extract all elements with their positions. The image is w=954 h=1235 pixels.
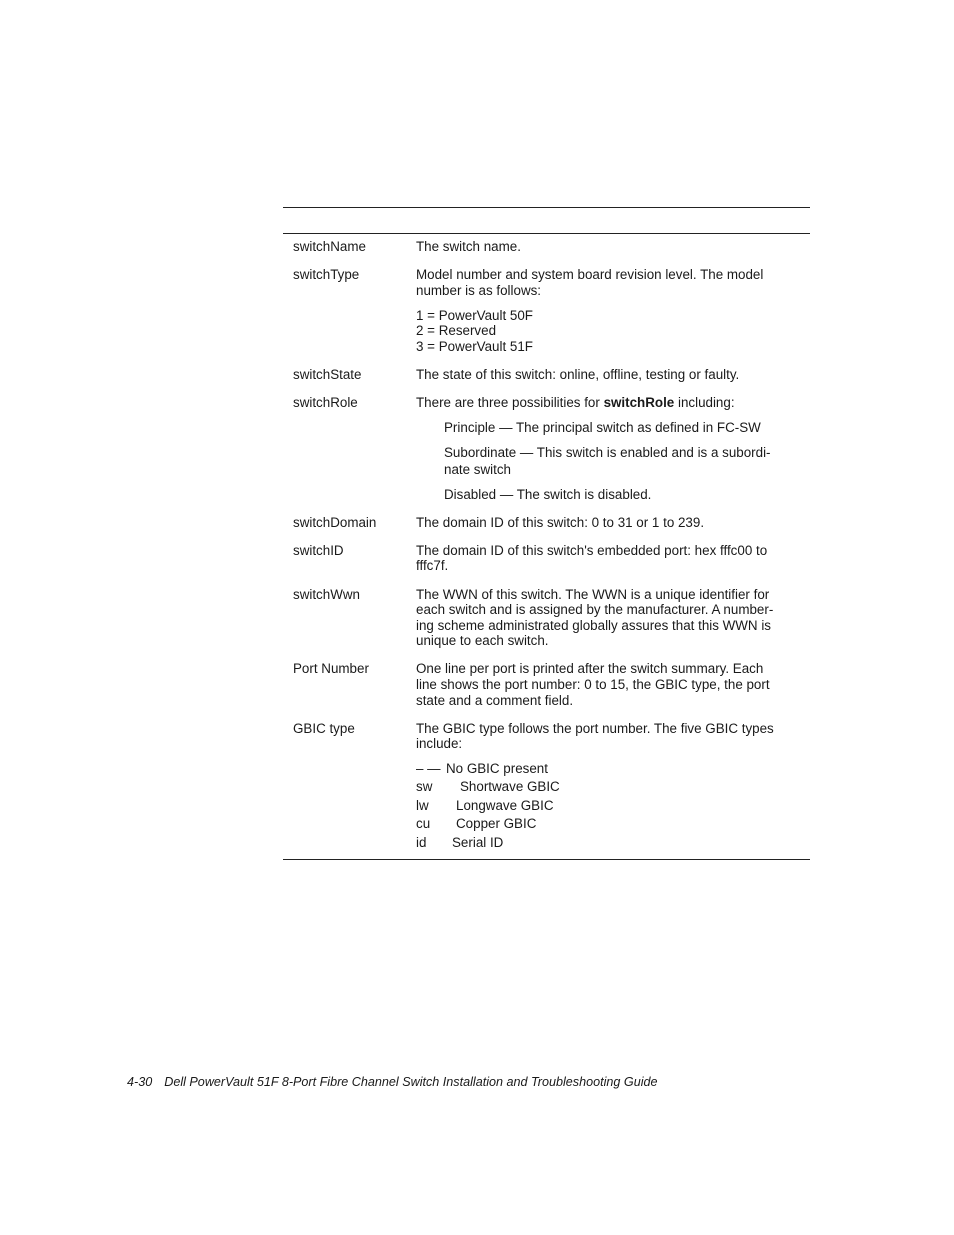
term-port-number: Port Number: [293, 661, 369, 676]
switchtype-option: 2 = Reserved: [416, 323, 497, 338]
page-number: 4-30: [127, 1075, 153, 1089]
footer-title: Dell PowerVault 51F 8-Port Fibre Channel Switch Installation and Troubleshooting Guide: [164, 1075, 658, 1089]
desc-switchrole-post: including:: [674, 395, 735, 410]
desc-switchwwn-line1: The WWN of this switch. The WWN is a unique identifier for: [416, 587, 770, 602]
desc-switchwwn-line3: ing scheme administrated globally assures that this WWN is: [416, 618, 771, 633]
gbic-code: – —: [416, 761, 441, 776]
gbic-desc: Shortwave GBIC: [460, 779, 560, 794]
desc-port-number-line1: One line per port is printed after the switch summary. Each: [416, 661, 764, 676]
gbic-desc: No GBIC present: [446, 761, 548, 776]
gbic-code: sw: [416, 779, 433, 794]
desc-switchrole-pre: There are three possibilities for: [416, 395, 604, 410]
gbic-desc: Copper GBIC: [456, 816, 537, 831]
desc-port-number-line2: line shows the port number: 0 to 15, the GBIC type, the port: [416, 677, 770, 692]
desc-switchstate: The state of this switch: online, offline, testing or faulty.: [416, 367, 740, 382]
term-switchwwn: switchWwn: [293, 587, 360, 602]
desc-switchrole-bold: switchRole: [603, 395, 675, 410]
term-switchid: switchID: [293, 543, 344, 558]
desc-switchtype-line1: Model number and system board revision level. The model: [416, 267, 764, 282]
term-switchdomain: switchDomain: [293, 515, 377, 530]
desc-switchdomain: The domain ID of this switch: 0 to 31 or 1 to 239.: [416, 515, 705, 530]
desc-gbic-type-line1: The GBIC type follows the port number. The five GBIC types: [416, 721, 774, 736]
desc-port-number-line3: state and a comment field.: [416, 693, 574, 708]
desc-switchwwn-line2: each switch and is assigned by the manufacturer. A number-: [416, 602, 774, 617]
gbic-code: id: [416, 835, 427, 850]
gbic-desc: Longwave GBIC: [456, 798, 554, 813]
switchrole-disabled: Disabled — The switch is disabled.: [444, 487, 652, 502]
term-gbic-type: GBIC type: [293, 721, 355, 736]
desc-switchid-line1: The domain ID of this switch's embedded port: hex fffc00 to: [416, 543, 768, 558]
gbic-code: lw: [416, 798, 429, 813]
switchtype-option: 1 = PowerVault 50F: [416, 308, 533, 323]
term-switchname: switchName: [293, 239, 366, 254]
desc-switchtype-line2: number is as follows:: [416, 283, 542, 298]
page-footer: [127, 1074, 658, 1090]
gbic-desc: Serial ID: [452, 835, 504, 850]
table-top-rule: [283, 207, 810, 208]
gbic-code: cu: [416, 816, 431, 831]
desc-switchrole: [416, 395, 735, 411]
table-header-rule: [283, 233, 810, 234]
desc-gbic-type-line2: include:: [416, 736, 463, 751]
term-switchstate: switchState: [293, 367, 362, 382]
desc-switchid-line2: fffc7f.: [416, 558, 449, 573]
table-bottom-rule: [283, 859, 810, 860]
term-switchrole: switchRole: [293, 395, 358, 410]
desc-switchname: The switch name.: [416, 239, 521, 254]
switchtype-option: 3 = PowerVault 51F: [416, 339, 533, 354]
switchrole-subordinate-line1: Subordinate — This switch is enabled and is a subordi-: [444, 445, 771, 460]
desc-switchwwn-line4: unique to each switch.: [416, 633, 549, 648]
term-switchtype: switchType: [293, 267, 360, 282]
switchrole-principle: Principle — The principal switch as defined in FC-SW: [444, 420, 761, 435]
switchrole-subordinate-line2: nate switch: [444, 462, 511, 477]
